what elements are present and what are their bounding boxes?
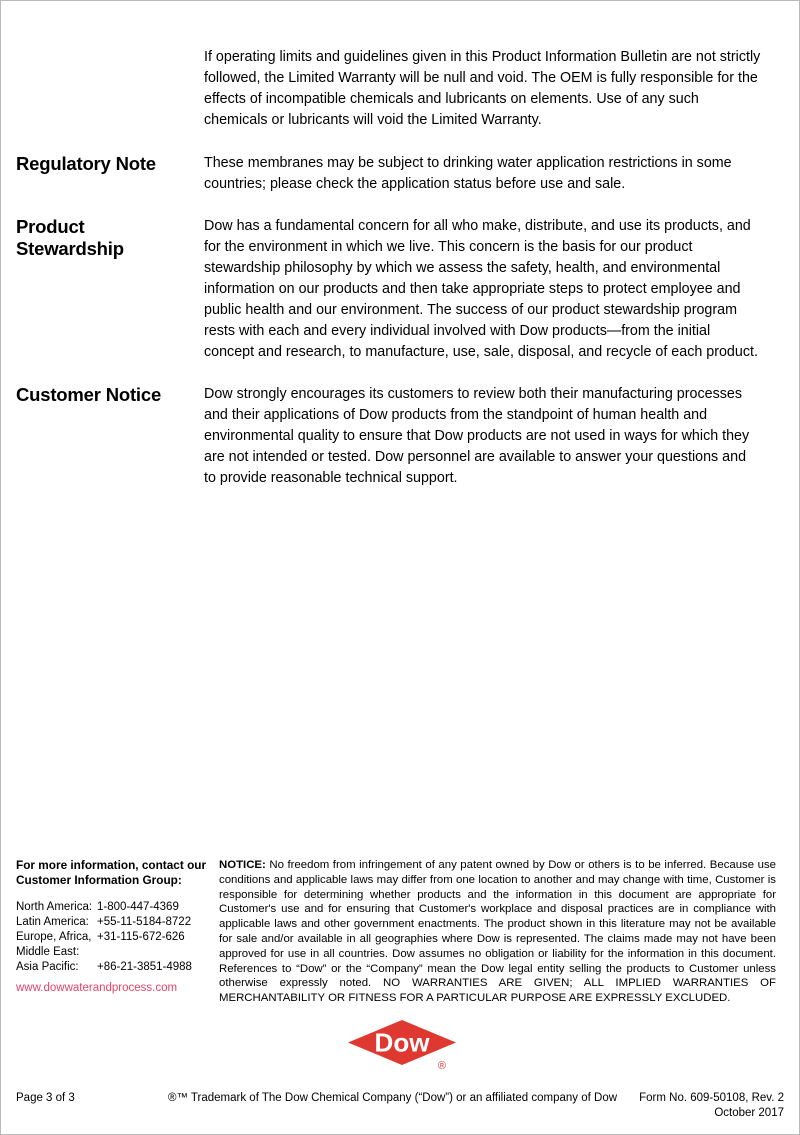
section-body-customer-notice: Dow strongly encourages its customers to review both their manufacturing processes and their applications of Dow products from the standpoint of human health and environmental quality to ensure that Dow products are not used in ways for which they are not intended or tested. Dow personnel are available to answer your questions and to provide reasonable technical support.: [204, 386, 750, 486]
contact-heading: For more information, contact our Customer Information Group:: [16, 858, 207, 887]
form-date: October 2017: [714, 1107, 784, 1119]
legal-notice-text: No freedom from infringement of any patent owned by Dow or others is to be inferred. Because use conditions and applicable laws may differ from one location to another and may change with time, Customer is responsible for determining whether products and the information in this document are appropriate for Customer's use and for ensuring that Customer's workplace and disposal practices are in compliance with applicable laws and other government enactments. The product shown in this literature may not be available for sale and/or available in all geographies where Dow is represented. The claims made may not have been approved for use in all countries. Dow assumes no obligation or liability for the information in this document. References to “Dow” or the “Company” mean the Dow legal entity selling the products to Customer unless otherwise expressly noted. NO WARRANTIES ARE GIVEN; ALL IMPLIED WARRANTIES OF MERCHANTABILITY OR FITNESS FOR A PARTICULAR PURPOSE ARE EXPRESSLY EXCLUDED.: [219, 859, 776, 1005]
main-content: [1, 1, 799, 489]
website-link[interactable]: www.dowwaterandprocess.com: [16, 982, 178, 994]
section-heading-regulatory-note: Regulatory Note: [16, 153, 156, 174]
contact-info-block: [16, 858, 214, 996]
registered-trademark-icon: ®: [437, 1060, 446, 1072]
form-number: Form No. 609-50108, Rev. 2: [639, 1092, 784, 1104]
dow-diamond-icon: [348, 1020, 456, 1065]
section-body-regulatory-note: These membranes may be subject to drinking water application restrictions in some countries; please check the application status before use and sale.: [204, 155, 732, 192]
legal-notice-label: NOTICE:: [219, 859, 266, 871]
section-product-stewardship: [1, 216, 799, 363]
phone-latin-america: +55-11-5184-8722: [97, 916, 192, 928]
dow-wordmark: Dow: [374, 1027, 430, 1058]
section-heading-product-stewardship: Product Stewardship: [16, 216, 124, 259]
section-heading-customer-notice: Customer Notice: [16, 384, 162, 405]
phone-north-america: 1-800-447-4369: [97, 901, 179, 913]
trademark-line: ®™ Trademark of The Dow Chemical Company (“Dow”) or an affiliated company of Dow: [167, 1092, 618, 1104]
contact-row-asia-pacific: Asia Pacific: +86-21-3851-4988: [16, 961, 192, 973]
dow-logo: [348, 1020, 456, 1072]
section-regulatory-note: [1, 153, 799, 195]
phone-asia-pacific: +86-21-3851-4988: [97, 961, 192, 973]
contact-row-latin-america: Latin America: +55-11-5184-8722: [16, 916, 192, 928]
contact-rows: [16, 900, 214, 975]
section-customer-notice: [1, 384, 799, 489]
contact-row-north-america: North America: 1-800-447-4369: [16, 901, 179, 913]
legal-notice: [219, 858, 776, 1006]
page-footer: [1, 1091, 799, 1121]
page-number: Page 3 of 3: [16, 1092, 75, 1104]
contact-row-europe-africa-middle-east: Europe, Africa, Middle East: +31-115-672-626: [16, 931, 185, 958]
phone-europe-africa-middle-east: +31-115-672-626: [97, 931, 185, 943]
section-body-product-stewardship: Dow has a fundamental concern for all who make, distribute, and use its products, and for the environment in which we live. This concern is the basis for our product stewardship philosophy by which we assess the safety, health, and environmental information on our products and then take appropriate steps to protect employee and public health and our environment. The success of our product stewardship program rests with each and every individual involved with Dow products—from the initial concept and research, to manufacture, use, sale, disposal, and recycle of each product.: [204, 218, 758, 360]
form-info: [619, 1091, 784, 1121]
warranty-paragraph: If operating limits and guidelines given in this Product Information Bulletin are not strictly followed, the Limited Warranty will be null and void. The OEM is fully responsible for the effects of incompatible chemicals and lubricants on elements. Use of any such chemicals or lubricants will void the Limited Warranty.: [204, 49, 761, 128]
